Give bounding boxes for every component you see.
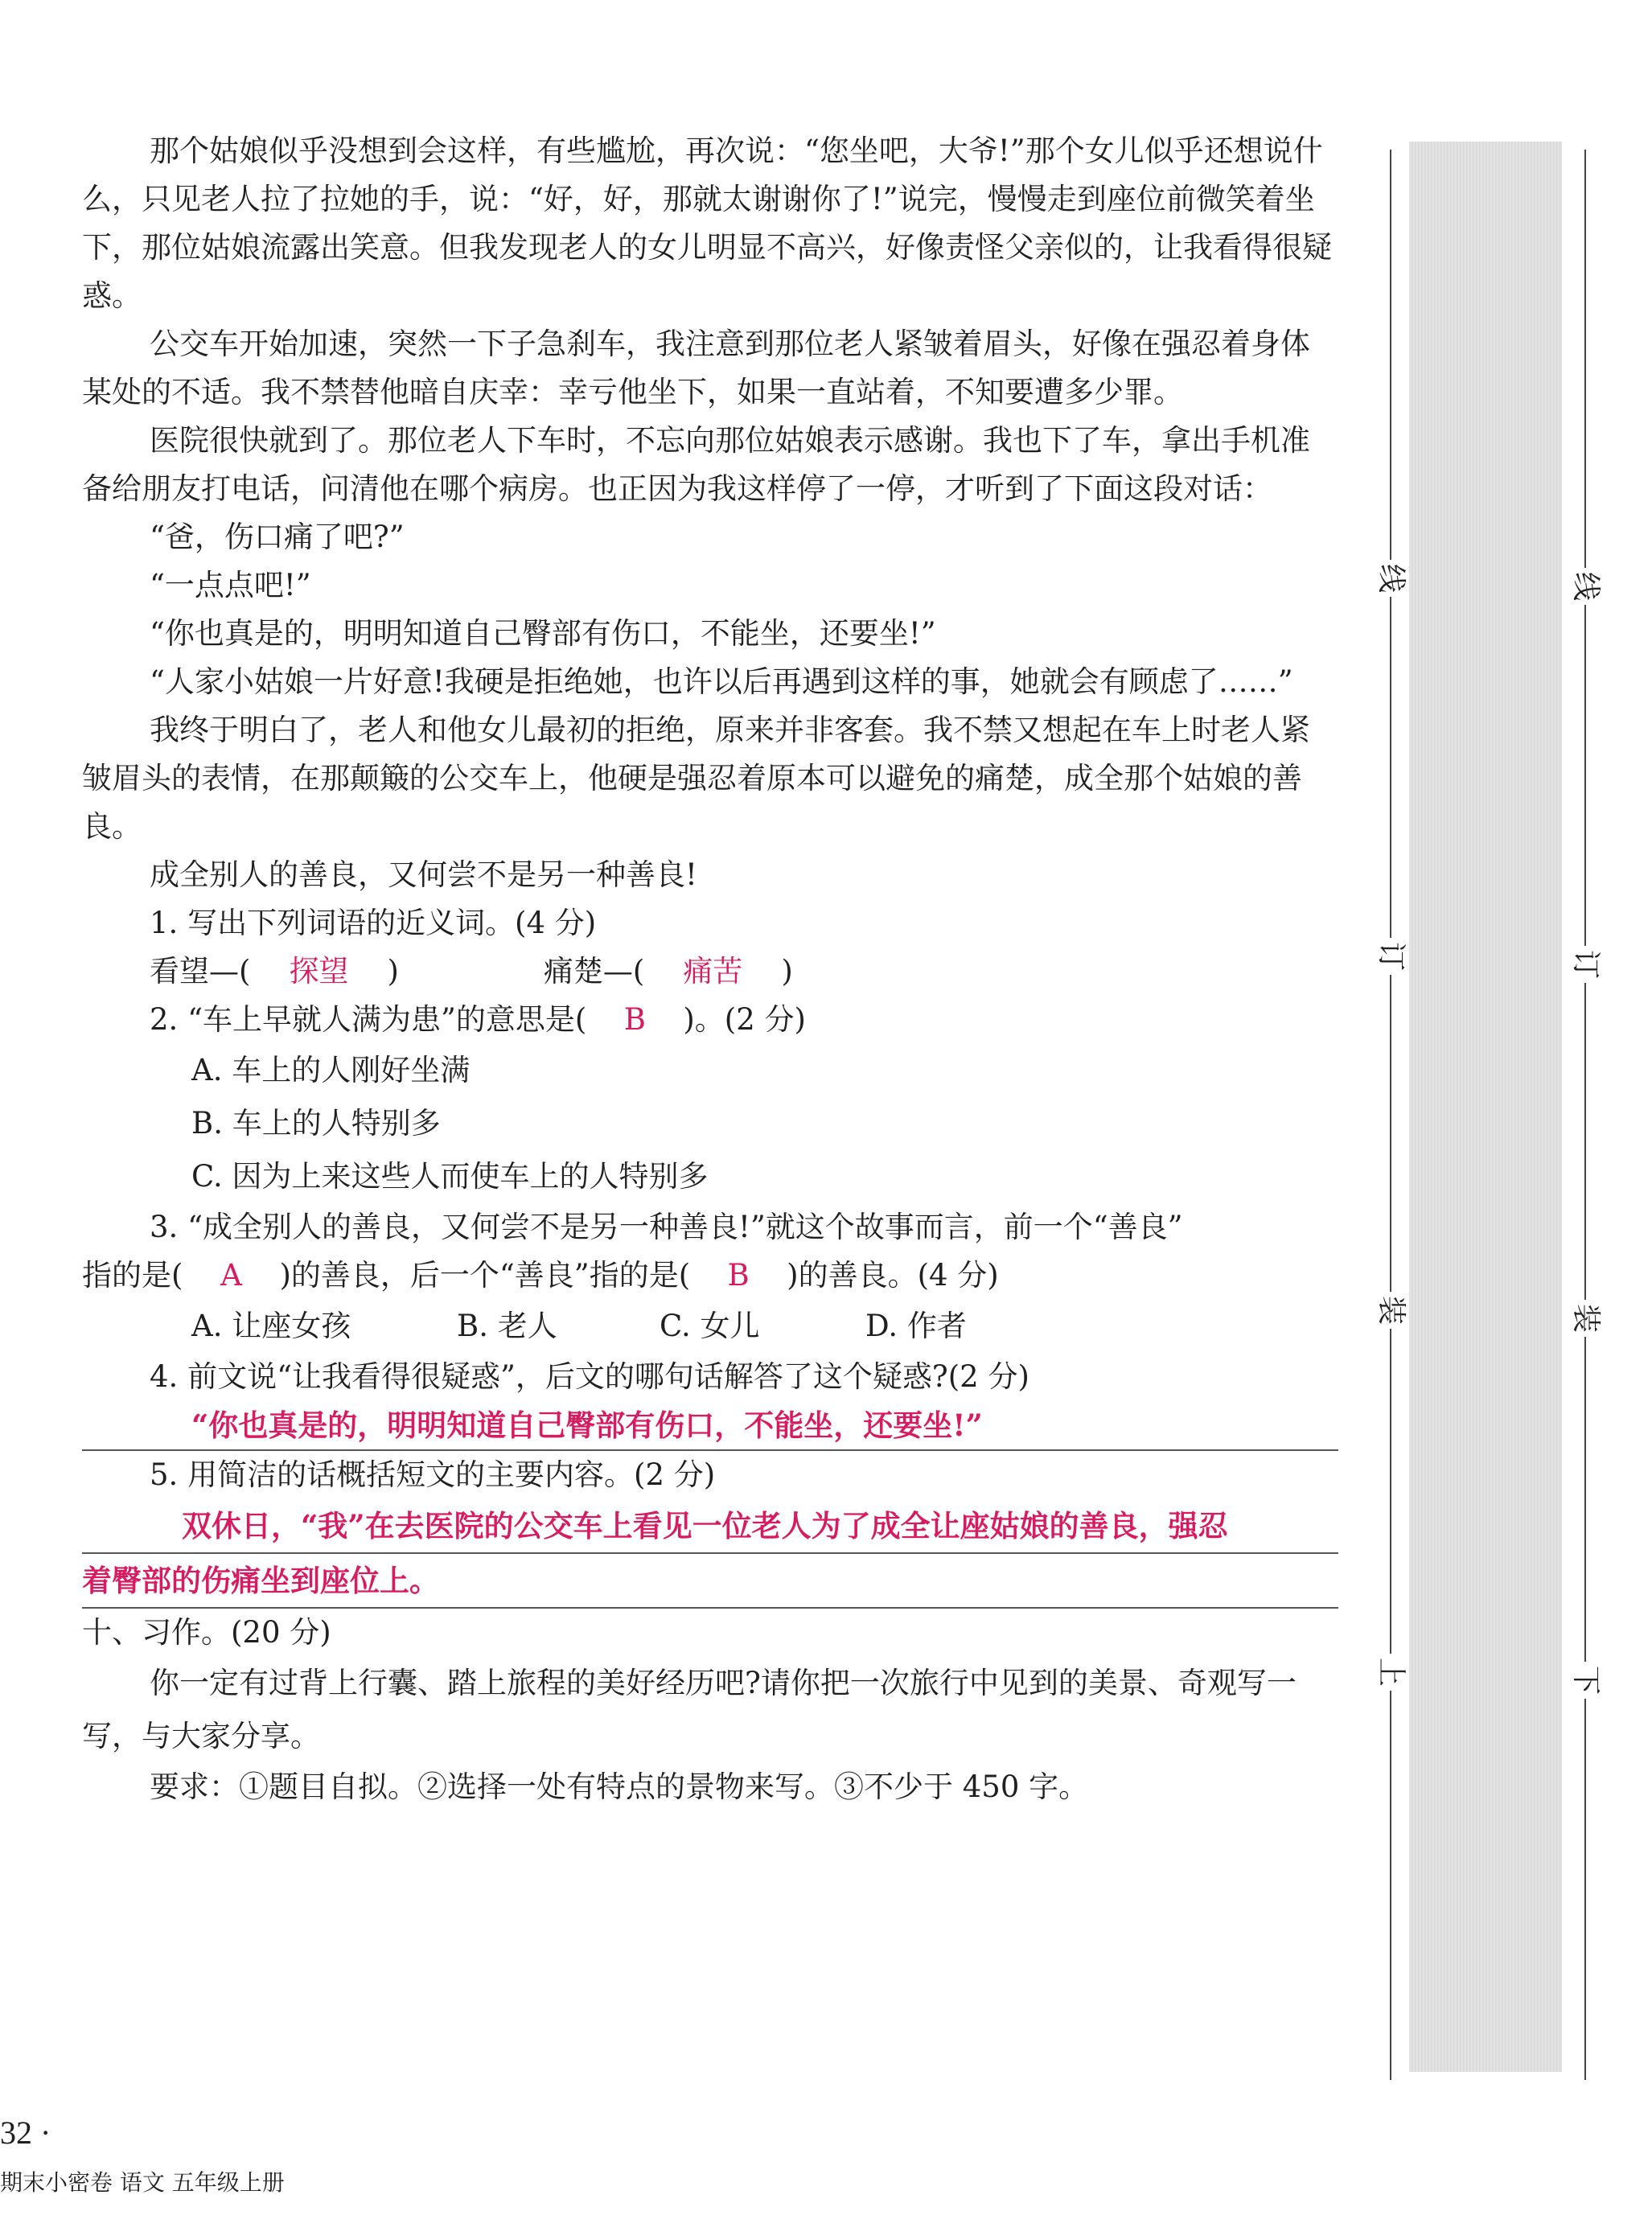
q1-close2: ) xyxy=(781,954,793,989)
passage-paragraph: 医院很快就到了。那位老人下车时，不忘向那位姑娘表示感谢。我也下了车，拿出手机准备给朋友打电话，问清他在哪个病房。也正因为我这样停了一停，才听到了下面这段对话： xyxy=(82,423,1310,506)
question-3-stem-continued xyxy=(82,1252,1338,1300)
q3-option-d: D. 作者 xyxy=(865,1309,967,1343)
exam-page-content xyxy=(82,127,1338,1811)
question-1-answers xyxy=(82,947,1338,996)
passage-paragraph: 公交车开始加速，突然一下子急刹车，我注意到那位老人紧皱着眉头，好像在强忍着身体某处的不适。我不禁替他暗自庆幸：幸亏他坐下，如果一直站着，不知要遭多少罪。 xyxy=(82,327,1310,409)
q2-stem-after: )。(2 分) xyxy=(683,1002,806,1037)
q1-word1: 看望—( xyxy=(150,954,251,989)
q1-close1: ) xyxy=(387,954,399,989)
question-1-stem: 1. 写出下列词语的近义词。(4 分) xyxy=(150,906,597,940)
q3-stem-a: 指的是( xyxy=(82,1258,183,1293)
section-10-title: 十、习作。(20 分) xyxy=(82,1615,331,1650)
binding-char-zhuang-left: 装 xyxy=(1372,1292,1409,1329)
passage-dialogue: “你也真是的，明明知道自己臀部有伤口，不能坐，还要坐!” xyxy=(150,616,936,651)
binding-line-right xyxy=(1584,150,1586,2080)
binding-char-zhuang-right: 装 xyxy=(1567,1300,1604,1337)
section-10-prompt: 你一定有过背上行囊、踏上旅程的美好经历吧?请你把一次旅行中见到的美景、奇观写一写，与大家分享。 xyxy=(82,1666,1297,1753)
question-3-stem: 3. “成全别人的善良，又何尝不是另一种善良!”就这个故事而言，前一个“善良” xyxy=(150,1210,1183,1244)
passage-dialogue: “一点点吧!” xyxy=(150,568,311,602)
binding-char-shang-left: 上 xyxy=(1372,1654,1409,1691)
passage-paragraph: 那个姑娘似乎没想到会这样，有些尴尬，再次说：“您坐吧，大爷!”那个女儿似乎还想说什么，只见老人拉了拉她的手，说：“好，好，那就太谢谢你了!”说完，慢慢走到座位前微笑着坐下，那位姑娘流露出笑意。但我发现老人的女儿明显不高兴，好像责怪父亲似的，让我看得很疑惑。 xyxy=(82,134,1332,313)
q3-option-b: B. 老人 xyxy=(457,1309,557,1343)
passage-conclusion: 成全别人的善良，又何尝不是另一种善良! xyxy=(150,857,697,892)
q2-answer: B xyxy=(623,1002,646,1037)
binding-margin xyxy=(1367,142,1605,2112)
q2-option-a: A. 车上的人刚好坐满 xyxy=(191,1053,471,1087)
binding-line-left xyxy=(1390,150,1391,2080)
passage-dialogue: “人家小姑娘一片好意!我硬是拒绝她，也许以后再遇到这样的事，她就会有顾虑了……” xyxy=(150,664,1293,699)
q2-option-c: C. 因为上来这些人而使车上的人特别多 xyxy=(191,1159,709,1194)
q3-stem-c: )的善良。(4 分) xyxy=(787,1258,999,1293)
binding-char-xian-left: 线 xyxy=(1372,560,1409,597)
passage-paragraph: 我终于明白了，老人和他女儿最初的拒绝，原来并非客套。我不禁又想起在车上时老人紧皱眉头的表情，在那颠簸的公交车上，他硬是强忍着原本可以避免的痛楚，成全那个姑娘的善良。 xyxy=(82,713,1310,844)
q3-options xyxy=(82,1300,1338,1353)
question-2-stem xyxy=(82,996,1338,1044)
binding-char-ding-left: 订 xyxy=(1372,938,1409,975)
q3-answer-a: A xyxy=(220,1258,242,1293)
q3-answer-b: B xyxy=(727,1258,750,1293)
binding-char-xian-right: 线 xyxy=(1567,568,1604,605)
page-number: 32 · xyxy=(0,2115,51,2151)
book-title: 期末小密卷 语文 五年级上册 xyxy=(0,2169,285,2196)
q4-answer: “你也真是的，明明知道自己臀部有伤口，不能坐，还要坐!” xyxy=(82,1401,1338,1451)
q3-option-a: A. 让座女孩 xyxy=(191,1309,351,1343)
binding-char-xia-right: 下 xyxy=(1567,1662,1604,1699)
q1-answer2: 痛苦 xyxy=(683,954,743,989)
q1-word2: 痛楚—( xyxy=(543,954,645,989)
question-5-stem: 5. 用简洁的话概括短文的主要内容。(2 分) xyxy=(150,1457,716,1492)
q1-answer1: 探望 xyxy=(289,954,349,989)
q5-answer-line-2: 着臀部的伤痛坐到座位上。 xyxy=(82,1554,1338,1609)
passage-dialogue: “爸，伤口痛了吧?” xyxy=(150,520,405,554)
question-4-stem: 4. 前文说“让我看得很疑惑”，后文的哪句话解答了这个疑惑?(2 分) xyxy=(150,1359,1029,1394)
q2-stem-before: 2. “车上早就人满为患”的意思是( xyxy=(150,1002,587,1037)
binding-char-ding-right: 订 xyxy=(1567,946,1604,983)
q3-option-c: C. 女儿 xyxy=(660,1309,760,1343)
section-10-requirements: 要求：①题目自拟。②选择一处有特点的景物来写。③不少于 450 字。 xyxy=(150,1769,1089,1804)
q2-option-b: B. 车上的人特别多 xyxy=(191,1106,441,1141)
binding-strip xyxy=(1409,142,1562,2072)
q5-answer-line-1: 双休日，“我”在去医院的公交车上看见一位老人为了成全让座姑娘的善良，强忍 xyxy=(82,1499,1338,1554)
q5-answer xyxy=(82,1499,1338,1609)
q3-stem-b: )的善良，后一个“善良”指的是( xyxy=(279,1258,691,1293)
